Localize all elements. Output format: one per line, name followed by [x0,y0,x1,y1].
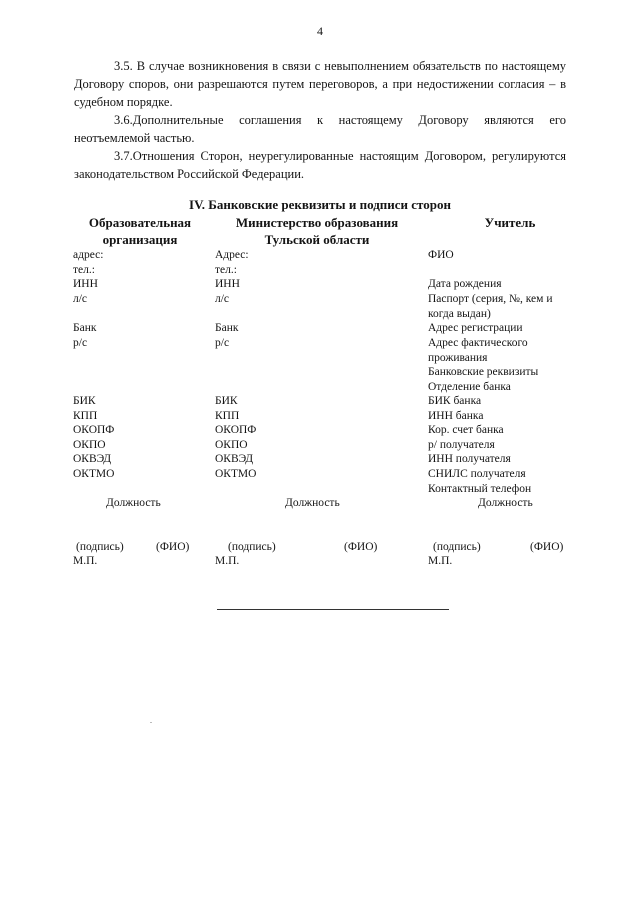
col3-recipient-account-label: р/ получателя [428,439,495,451]
paragraph-3-5: 3.5. В случае возникновения в связи с невыполнением обязательств по настоящему Договору споров, они разрешаются путем переговоров, а при недостижении согласия – в судебном порядке. [74,59,566,109]
col2-position-label: Должность [285,497,340,509]
col1-signature-label: (подпись) [76,541,124,553]
section-heading: IV. Банковские реквизиты и подписи сторон [189,197,451,212]
col3-position-label: Должность [478,497,533,509]
col1-fio-label: (ФИО) [156,541,190,553]
col1-kpp-label: КПП [73,410,98,422]
col1-oktmo-label: ОКТМО [73,468,115,480]
col2-heading [212,214,422,248]
col2-address-label: Адрес: [215,249,249,261]
col2-rs-label: р/с [215,337,230,349]
col2-bik-label: БИК [215,395,238,407]
col1-phone-label: тел.: [73,264,95,276]
col1-heading [60,214,220,248]
paragraph-3-7: 3.7.Отношения Сторон, неурегулированные настоящим Договором, регулируются законодательством Российской Федерации. [74,149,566,181]
col1-okpo-label: ОКПО [73,439,106,451]
scan-speck [150,722,152,723]
col2-phone-label: тел.: [215,264,237,276]
col1-okved-label: ОКВЭД [73,453,112,465]
col3-recipient-snils-label: СНИЛС получателя [428,468,526,480]
col1-bik-label: БИК [73,395,96,407]
col2-signature-label: (подпись) [228,541,276,553]
col3-heading [460,214,560,231]
col1-stamp-label: М.П. [73,555,98,567]
col3-birthdate-label: Дата рождения [428,278,502,290]
col1-address-label: адрес: [73,249,104,261]
col2-inn-label: ИНН [215,278,240,290]
col3-heading-line1: Учитель [484,215,536,230]
col3-bank-details-label: Банковские реквизиты [428,366,539,378]
col2-oktmo-label: ОКТМО [215,468,257,480]
col2-bank-label: Банк [215,322,239,334]
col3-reg-address-label: Адрес регистрации [428,322,523,334]
col1-bank-label: Банк [73,322,97,334]
col3-corr-account-label: Кор. счет банка [428,424,504,436]
col2-okopf-label: ОКОПФ [215,424,257,436]
end-rule [217,609,449,610]
page-number: 4 [317,24,323,38]
col3-stamp-label: М.П. [428,555,453,567]
col2-okpo-label: ОКПО [215,439,248,451]
col1-position-label: Должность [106,497,161,509]
col3-contact-phone-label: Контактный телефон [428,483,532,495]
col3-bank-inn-label: ИНН банка [428,410,484,422]
col3-signature-label: (подпись) [433,541,481,553]
col3-fio-label: (ФИО) [530,541,564,553]
col1-ls-label: л/с [73,293,88,305]
col3-recipient-inn-label: ИНН получателя [428,453,511,465]
col1-rs-label: р/с [73,337,88,349]
col3-actual-address-label: Адрес фактического проживания [428,337,528,364]
col1-heading-line2: организация [102,232,178,247]
col3-passport-label: Паспорт (серия, №, кем и когда выдан) [428,293,553,320]
col3-bank-bik-label: БИК банка [428,395,482,407]
col2-heading-line1: Министерство образования [235,215,399,230]
col1-heading-line1: Образовательная [88,215,192,230]
col3-fio-label: ФИО [428,249,454,261]
col2-ls-label: л/с [215,293,230,305]
col2-fio-label: (ФИО) [344,541,378,553]
col2-kpp-label: КПП [215,410,240,422]
col2-okved-label: ОКВЭД [215,453,254,465]
col1-okopf-label: ОКОПФ [73,424,115,436]
col2-heading-line2: Тульской области [264,232,370,247]
col2-stamp-label: М.П. [215,555,240,567]
paragraph-3-6: 3.6.Дополнительные соглашения к настоящему Договору являются его неотъемлемой частью. [74,113,566,145]
col1-inn-label: ИНН [73,278,98,290]
col3-bank-branch-label: Отделение банка [428,381,511,393]
